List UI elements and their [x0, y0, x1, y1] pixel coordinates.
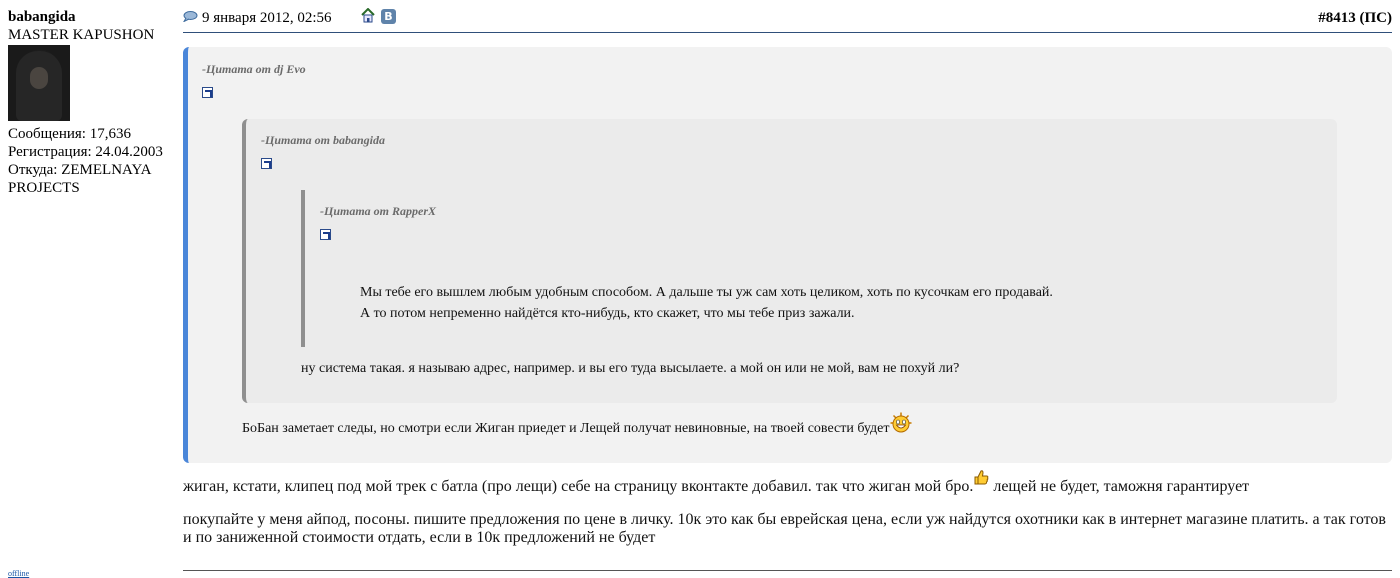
user-title: MASTER KAPUSHON [8, 27, 155, 43]
user-info-panel [8, 8, 178, 197]
user-registration: Регистрация: 24.04.2003 [8, 144, 163, 160]
jump-to-post-icon[interactable] [261, 158, 272, 169]
post-paragraph-1-b: лещей не будет, таможня гарантирует [989, 478, 1250, 495]
user-post-count: Сообщения: 17,636 [8, 126, 131, 142]
home-icon[interactable] [361, 8, 375, 23]
username[interactable]: babangida [8, 9, 76, 25]
post-date: 9 января 2012, 02:56 [202, 10, 332, 26]
quote-inner-line1: Мы тебе его вышлем любым удобным способом. А дальше ты уж сам хоть целиком, хоть по кусочкам его продавай. [360, 285, 1053, 300]
post-number-link[interactable]: #8413 (ПС) [1318, 10, 1392, 26]
thumbs-up-smiley-icon [973, 469, 989, 485]
quote-outer-reply: БоБан заметает следы, но смотри если Жиган приедет и Лещей получат невиновные, на твоей совести будет [242, 421, 890, 436]
jump-to-post-icon[interactable] [320, 229, 331, 240]
quote-header-inner: -Цитата от RapperX [320, 204, 437, 218]
post-paragraph-1-a: жиган, кстати, клипец под мой трек с батла (про лещи) себе на страницу вконтакте добавил. так что жиган мой бро. [183, 478, 974, 495]
grin-smiley-icon [890, 412, 912, 434]
post-paragraph-2: покупайте у меня айпод, посоны. пишите предложения по цене в личку. 10к это как бы еврейская цена, если уж найдутся охотники как в интернет магазине платить. а так готов и по заниженной стоимости отдать, если в 10к предложений не будет [183, 511, 1386, 546]
quote-header-outer: -Цитата от dj Evo [202, 62, 306, 76]
quote-middle-reply: ну система такая. я называю адрес, например. и вы его туда высылаете. а мой он или не мой, вам не похуй ли? [301, 361, 960, 376]
quote-inner-line2: А то потом непременно найдётся кто-нибудь, кто скажет, что мы тебе приз зажали. [360, 306, 855, 321]
post-header [183, 8, 1392, 33]
online-status: offline [8, 569, 30, 578]
quote-header-middle: -Цитата от babangida [261, 133, 386, 147]
speech-bubble-icon [183, 11, 198, 22]
post-paragraph-1 [183, 475, 1392, 496]
vk-icon[interactable]: В [381, 9, 396, 24]
avatar[interactable] [8, 45, 70, 121]
post-divider [183, 570, 1392, 571]
user-location: Откуда: ZEMELNAYA PROJECTS [8, 162, 151, 196]
jump-to-post-icon[interactable] [202, 87, 213, 98]
